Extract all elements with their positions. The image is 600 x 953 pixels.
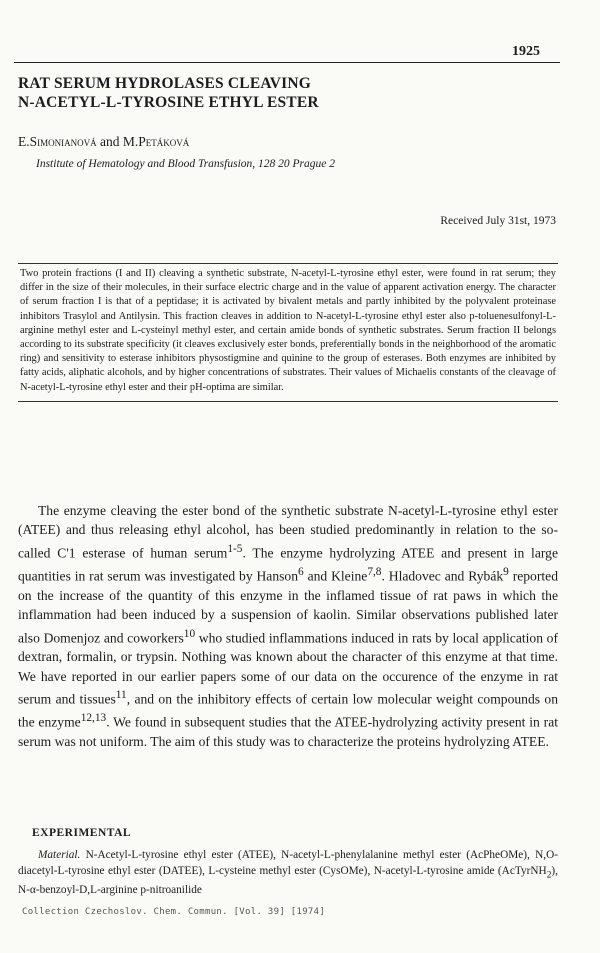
page-number: 1925 <box>512 44 540 59</box>
title-line-2: N-ACETYL-L-TYROSINE ETHYL ESTER <box>18 94 319 111</box>
author-1: E.Simonianová <box>18 134 97 149</box>
intro-paragraph <box>18 501 558 752</box>
text-segment: . Hladovec and Rybák <box>381 568 504 584</box>
text-segment: N-Acetyl-L-tyrosine ethyl ester (ATEE), N-acetyl-L-phenylalanine methyl ester (AcPheOMe), N,O-diacetyl-L-tyrosine ethyl ester (DATEE), L-cysteine methyl ester (CysOMe), N-acetyl-L-tyrosine amide (AcTyrNH <box>18 849 558 877</box>
text-segment: reported on the increase of the quantity of this enzyme in the inflamed tissue of rat paws in which the inflammation had been induced by a suspension of kaolin. Similar observations published later also Domenjoz and coworkers <box>18 568 558 646</box>
section-heading: EXPERIMENTAL <box>32 827 132 839</box>
citation: 6 <box>298 565 304 578</box>
authors <box>18 134 189 150</box>
materials-label: Material. <box>38 849 81 861</box>
citation: 7,8 <box>367 565 382 578</box>
body-text <box>18 501 558 752</box>
text-segment: . We found in subsequent studies that the ATEE-hydrolyzing activity present in rat serum was not uniform. The aim of this study was to characterize the proteins hydrolyzing ATEE. <box>18 714 559 750</box>
materials-paragraph <box>18 848 558 899</box>
text-segment: who studied inflammations induced in rats by local application of dextran, formalin, or trypsin. Nothing was known about the character of this enzyme at that time. We have reported in our earlier papers some of our data on the occurence of the enzyme in rat serum and tissues <box>18 630 559 707</box>
paper-title <box>18 74 558 112</box>
journal-footer: Collection Czechoslov. Chem. Commun. [Vol. 39] [1974] <box>22 907 326 917</box>
title-line-1: RAT SERUM HYDROLASES CLEAVING <box>18 75 312 92</box>
text-segment: and Kleine <box>303 568 368 584</box>
text-segment: The enzyme cleaving the ester bond of the synthetic substrate N-acetyl-L-tyrosine ethyl ester (ATEE) and thus releasing ethyl alcohol, has been studied predominantly in relation to the so-called C'1 esterase of human serum <box>18 503 558 561</box>
citation: 1-5 <box>227 542 243 555</box>
citation: 11 <box>115 689 127 702</box>
citation: 9 <box>503 565 509 578</box>
citation: 12,13 <box>80 712 107 725</box>
text-segment: ), N-α-benzoyl-D,L-arginine p-nitroanilide <box>18 864 558 897</box>
subscript: 2 <box>546 869 552 880</box>
citation: 10 <box>183 627 196 640</box>
text-segment: . The enzyme hydrolyzing ATEE and present in large quantities in rat serum was investigated by Hanson <box>18 545 558 584</box>
text-segment: , and on the inhibitory effects of certain low molecular weight compounds on the enzyme <box>18 691 558 730</box>
abstract-box <box>18 263 558 402</box>
affiliation: Institute of Hematology and Blood Transfusion, 128 20 Prague 2 <box>36 158 335 170</box>
abstract-text: Two protein fractions (I and II) cleaving a synthetic substrate, N-acetyl-L-tyrosine ethyl ester, were found in rat serum; they differ in the size of their molecules, in their surface electric charge and in the value of apparent activation energy. The character of serum fraction I is that of a peptidase; it is activated by bivalent metals and partly inhibited by the polyvalent proteinase inhibitors Trasylol and Antilysin. This fraction cleaves in addition to N-acetyl-L-tyrosine ethyl ester also p-toluenesulfonyl-L-arginine methyl ester and L-cysteinyl methyl ester, and certain amide bonds of synthetic substrates. Serum fraction II belongs according to its substrate specificity (it cleaves exclusively ester bonds, preferentially bonds in the neighborhood of the aromatic ring) and sensitivity to esterase inhibitors physostigmine and quinine to the group of esterases. Both enzymes are inhibited by fatty acids, aliphatic alcohols, and by higher concentrations of substrates. Their values of Michaelis constants of the cleavage of N-acetyl-L-tyrosine ethyl ester and their pH-optima are similar. <box>20 268 556 393</box>
header-rule <box>14 62 560 63</box>
author-conjunction: and <box>100 134 120 149</box>
received-date: Received July 31st, 1973 <box>440 215 556 227</box>
materials-section <box>18 848 558 899</box>
author-2: M.Petáková <box>122 134 190 149</box>
